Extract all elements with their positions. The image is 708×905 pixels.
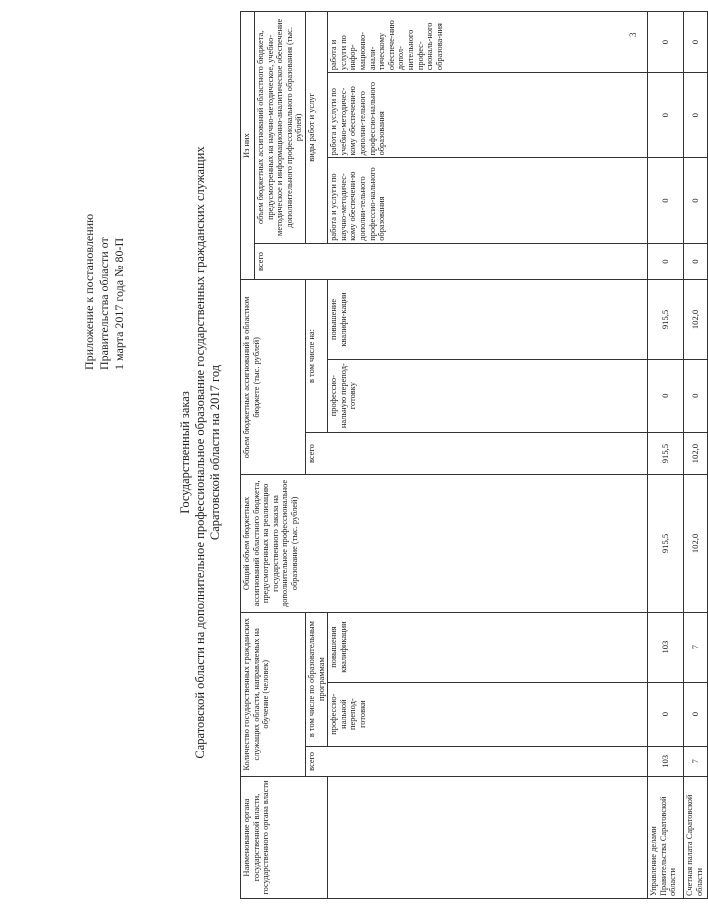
page-number: 3 <box>628 32 638 37</box>
order-table <box>240 11 708 899</box>
appendix-line-2: Правительства области от <box>97 237 111 370</box>
row-cell: 102,0 <box>684 475 708 612</box>
header-services-volume: объем бюджетных ассигнований областного бюджета, предусмотренных на научно-методическое, учебно-методическое и информационно-аналитическое обеспечение дополнительного профессионального образования (тыс. рублей) <box>255 12 306 244</box>
header-total-volume: Общий объем бюджетных ассигнований областного бюджета, предусмотренных на реализацию государственного заказа на дополнительное профессиональное образование (тыс. рублей) <box>241 475 648 612</box>
header-count: Количество государственных гражданских служащих области, направляемых на обучение (человек) <box>241 612 306 777</box>
header-qualification: повышения квалификации <box>328 612 648 682</box>
header-count-total: всего <box>305 746 647 776</box>
doc-subtitle-line-2: Саратовской области на 2017 год <box>208 364 222 541</box>
appendix-line-3: 1 марта 2017 года № 80-П <box>112 237 126 370</box>
header-work-info: работа и услуги по инфор-мационно-анали-тическому обеспече-нию допол-нительного профес-сиональ-ного образова-ния <box>328 12 648 73</box>
row-org-name: Управление делами Правительства Саратовской области <box>648 777 684 899</box>
row-cell: 0 <box>684 12 708 73</box>
row-cell: 0 <box>648 73 684 158</box>
row-org-name: Счетная палата Саратовской области <box>684 777 708 899</box>
row-cell: 915,5 <box>648 475 684 612</box>
row-cell: 0 <box>648 682 684 746</box>
doc-subtitle-line-1: Саратовской области на дополнительное профессиональное образование государственных гражданских служащих <box>193 146 207 759</box>
row-cell: 0 <box>684 158 708 243</box>
header-of-them: Из них <box>241 12 255 280</box>
appendix-line-1: Приложение к постановлению <box>82 213 96 370</box>
header-allocations: объем бюджетных ассигнований в областном бюджете (тыс. рублей) <box>241 280 306 475</box>
row-cell: 7 <box>684 612 708 682</box>
row-cell: 0 <box>648 243 684 280</box>
row-cell: 0 <box>684 359 708 432</box>
row-cell: 103 <box>648 612 684 682</box>
header-spacer <box>328 777 648 899</box>
doc-title: Государственный заказ <box>178 391 192 514</box>
table-row <box>684 12 708 899</box>
row-cell: 0 <box>684 73 708 158</box>
header-work-edu-methodical: работа и услуги по учебно-методичес-кому обеспечени-ю дополни-тельного профессио-нального образования <box>328 73 648 158</box>
row-cell: 102,0 <box>684 432 708 475</box>
row-cell: 0 <box>648 12 684 73</box>
header-services-total: всего <box>255 243 648 280</box>
row-cell: 103 <box>648 746 684 776</box>
header-work-methodical: работа и услуги по научно-методичес-кому обеспечени-ю дополни-тельного профессио-нального образования <box>328 158 648 243</box>
row-cell: 0 <box>684 243 708 280</box>
row-cell: 7 <box>684 746 708 776</box>
row-cell: 0 <box>648 158 684 243</box>
appendix-block <box>82 170 127 370</box>
header-retraining: профессио-нальной перепод-готовки <box>328 682 648 746</box>
row-cell: 915,5 <box>648 432 684 475</box>
row-cell: 102,0 <box>684 280 708 359</box>
table-row <box>648 12 684 899</box>
header-alloc-sub: в том числе на: <box>305 280 327 432</box>
header-alloc-total: всего <box>305 432 647 475</box>
header-alloc-qualification: повышение квалифи-кации <box>328 280 648 359</box>
row-cell: 0 <box>648 359 684 432</box>
header-work-types: виды работ и услуг <box>305 12 327 244</box>
row-cell: 0 <box>684 682 708 746</box>
header-programs-sub: в том числе по образовательным программам <box>305 612 327 746</box>
row-cell: 915,5 <box>648 280 684 359</box>
header-org-name: Наименование органа государственной власти, государственного органа власти <box>241 777 328 899</box>
header-alloc-retraining: профессио-нальную перепод-готовку <box>328 359 648 432</box>
